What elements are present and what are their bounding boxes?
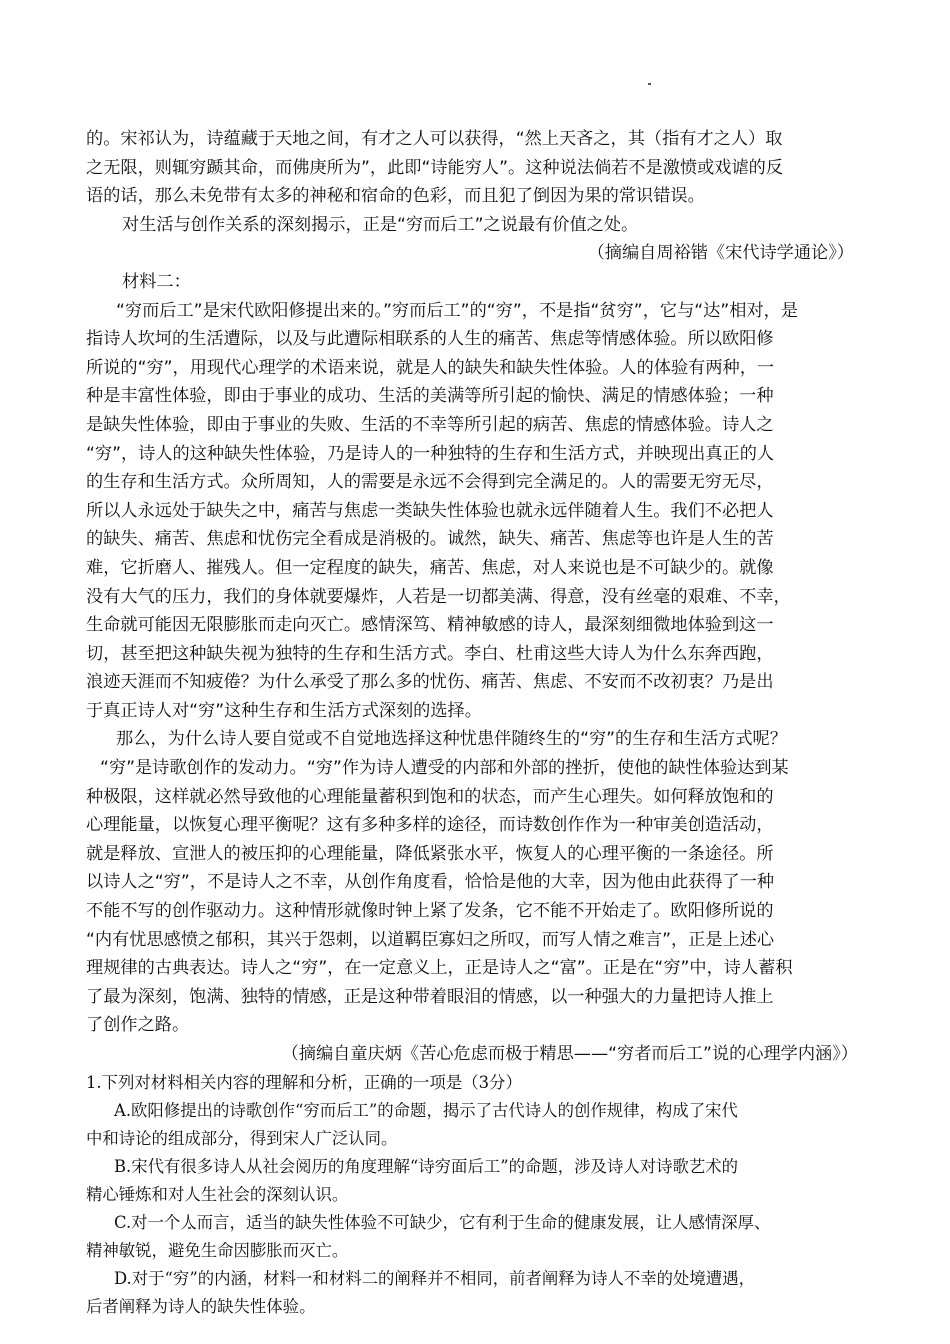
text-line: “穷”，诗人的这种缺失性体验，乃是诗人的一种独特的生存和生活方式，并映现出真正的人 — [86, 443, 775, 464]
text-line: “内有忧思感愤之郁积，其兴于怨刺，以道羁臣寡妇之所叹，而写人情之难言”，正是上述心 — [86, 929, 775, 950]
text-line: 的生存和生活方式。众所周知，人的需要是永远不会得到完全满足的。人的需要无穷无尽， — [86, 472, 774, 493]
text-line: 切，甚至把这种缺失视为独特的生存和生活方式。李白、杜甫这些大诗人为什么东奔西跑， — [86, 643, 774, 664]
option-d-cont: 后者阐释为诗人的缺失性体验。 — [86, 1297, 316, 1317]
option-b: B.宋代有很多诗人从社会阅历的角度理解“诗穷面后工”的命题，涉及诗人对诗歌艺术的 — [114, 1156, 739, 1176]
text-line: 浪迹天涯而不知疲倦？为什么承受了那么多的忧伤、痛苦、焦虑、不安而不改初衷？乃是出 — [86, 672, 774, 693]
text-line: 了最为深刻，饱满、独特的情感，正是这种带着眼泪的情感，以一种强大的力量把诗人推上 — [86, 986, 774, 1007]
text-line: 种极限，这样就必然导致他的心理能量蓄积到饱和的状态，而产生心理失。如何释放饱和的 — [86, 786, 774, 807]
text-line: 就是释放、宣泄人的被压抑的心理能量，降低紧张水平，恢复人的心理平衡的一条途径。所 — [86, 843, 774, 864]
option-c-cont: 精神敏锐，避免生命因膨胀而灭亡。 — [86, 1241, 349, 1261]
text-line: 心理能量，以恢复心理平衡呢？这有多种多样的途径，而诗数创作作为一种审美创造活动， — [86, 815, 774, 836]
text-line: 没有大气的压力，我们的身体就要爆炸，人若是一切都美满、得意，没有丝毫的艰难、不幸， — [86, 586, 791, 607]
text-line: 理规律的古典表达。诗人之“穷”，在一定意义上，正是诗人之“富”。正是在“穷”中，诗人蓄积 — [86, 958, 793, 979]
question-stem: 1.下列对材料相关内容的理解和分析，正确的一项是（3分） — [86, 1072, 522, 1092]
text-line: 了创作之路。 — [86, 1015, 190, 1036]
option-a: A.欧阳修提出的诗歌创作“穷而后工”的命题，揭示了古代诗人的创作规律，构成了宋代 — [114, 1100, 738, 1120]
text-line: 所说的“穷”，用现代心理学的术语来说，就是人的缺失和缺失性体验。人的体验有两种，一 — [86, 357, 775, 378]
text-line: 指诗人坎坷的生活遭际，以及与此遭际相联系的人生的痛苦、焦虑等情感体验。所以欧阳修 — [86, 329, 774, 350]
question-1 — [86, 1069, 864, 1322]
text-line: 不能不写的创作驱动力。这种情形就像时钟上紧了发条，它不能不开始走了。欧阳修所说的 — [86, 901, 774, 922]
text-line: 所以人永远处于缺失之中，痛苦与焦虑一类缺失性体验也就永远伴随着人生。我们不必把人 — [86, 500, 774, 521]
text-line: 以诗人之“穷”，不是诗人之不幸，从创作角度看，恰恰是他的大幸，因为他由此获得了一种 — [86, 872, 775, 893]
text-line: 那么，为什么诗人要自觉或不自觉地选择这种忧患伴随终生的“穷”的生存和生活方式呢？ — [116, 729, 787, 750]
material-two — [86, 268, 864, 1069]
source-citation: （摘编自周裕锴《宋代诗学通论》） — [587, 243, 854, 264]
text-line: 的缺失、痛苦、焦虑和忧伤完全看成是消极的。诚然，缺失、痛苦、焦虑等也许是人生的苦 — [86, 529, 774, 550]
text-line: 是缺失性体验，即由于事业的失败、生活的不幸等所引起的病苦、焦虑的情感体验。诗人之 — [86, 414, 774, 435]
text-line: 的。宋祁认为，诗蕴藏于天地之间，有才之人可以获得，“然上天吝之，其（指有才之人）取 — [86, 129, 783, 149]
text-line: 之无限，则辄穷踬其命，而佛庚所为”，此即“诗能穷人”。这种说法倘若不是激愤或戏谑的反 — [86, 157, 784, 178]
option-b-cont: 精心锤炼和对人生社会的深刻认识。 — [86, 1184, 349, 1204]
option-d: D.对于“穷”的内涵，材料一和材料二的阐释并不相同，前者阐释为诗人不幸的处境遭遇， — [114, 1269, 755, 1289]
text-line: “穷”是诗歌创作的发动力。“穷”作为诗人遭受的内部和外部的挫折，使他的缺性体验达到某 — [100, 758, 789, 779]
page-content — [86, 125, 864, 1321]
source-citation: （摘编自童庆炳《苦心危虑而极于精思——“穷者而后工”说的心理学内涵》） — [281, 1044, 858, 1064]
option-a-cont: 中和诗论的组成部分，得到宋人广泛认同。 — [86, 1128, 398, 1148]
material-one-tail — [86, 125, 864, 268]
text-line: 生命就可能因无限膨胀而走向灭亡。感情深笃、精神敏感的诗人，最深刻细微地体验到这一 — [86, 615, 774, 636]
text-line: 难，它折磨人、摧残人。但一定程度的缺失，痛苦、焦虑，对人来说也是不可缺少的。就像 — [86, 557, 774, 578]
option-c: C.对一个人而言，适当的缺失性体验不可缺少，它有利于生命的健康发展，让人感情深厚、 — [114, 1213, 771, 1233]
text-line: 对生活与创作关系的深刻揭示，正是“穷而后工”之说最有价值之处。 — [122, 214, 639, 235]
text-line: 种是丰富性体验，即由于事业的成功、生活的美满等所引起的愉快、满足的情感体验；一种 — [86, 386, 774, 407]
section-heading: 材料二： — [122, 271, 191, 292]
text-line: 于真正诗人对“穷”这种生存和生活方式深刻的选择。 — [86, 700, 482, 721]
scan-speck-top — [648, 83, 651, 85]
text-line: 语的话，那么未免带有太多的神秘和宿命的色彩，而且犯了倒因为果的常识错误。 — [86, 186, 705, 207]
text-line: “穷而后工”是宋代欧阳修提出来的。”穷而后工”的“穷”，不是指“贫穷”，它与“达”相对，是 — [116, 300, 799, 321]
